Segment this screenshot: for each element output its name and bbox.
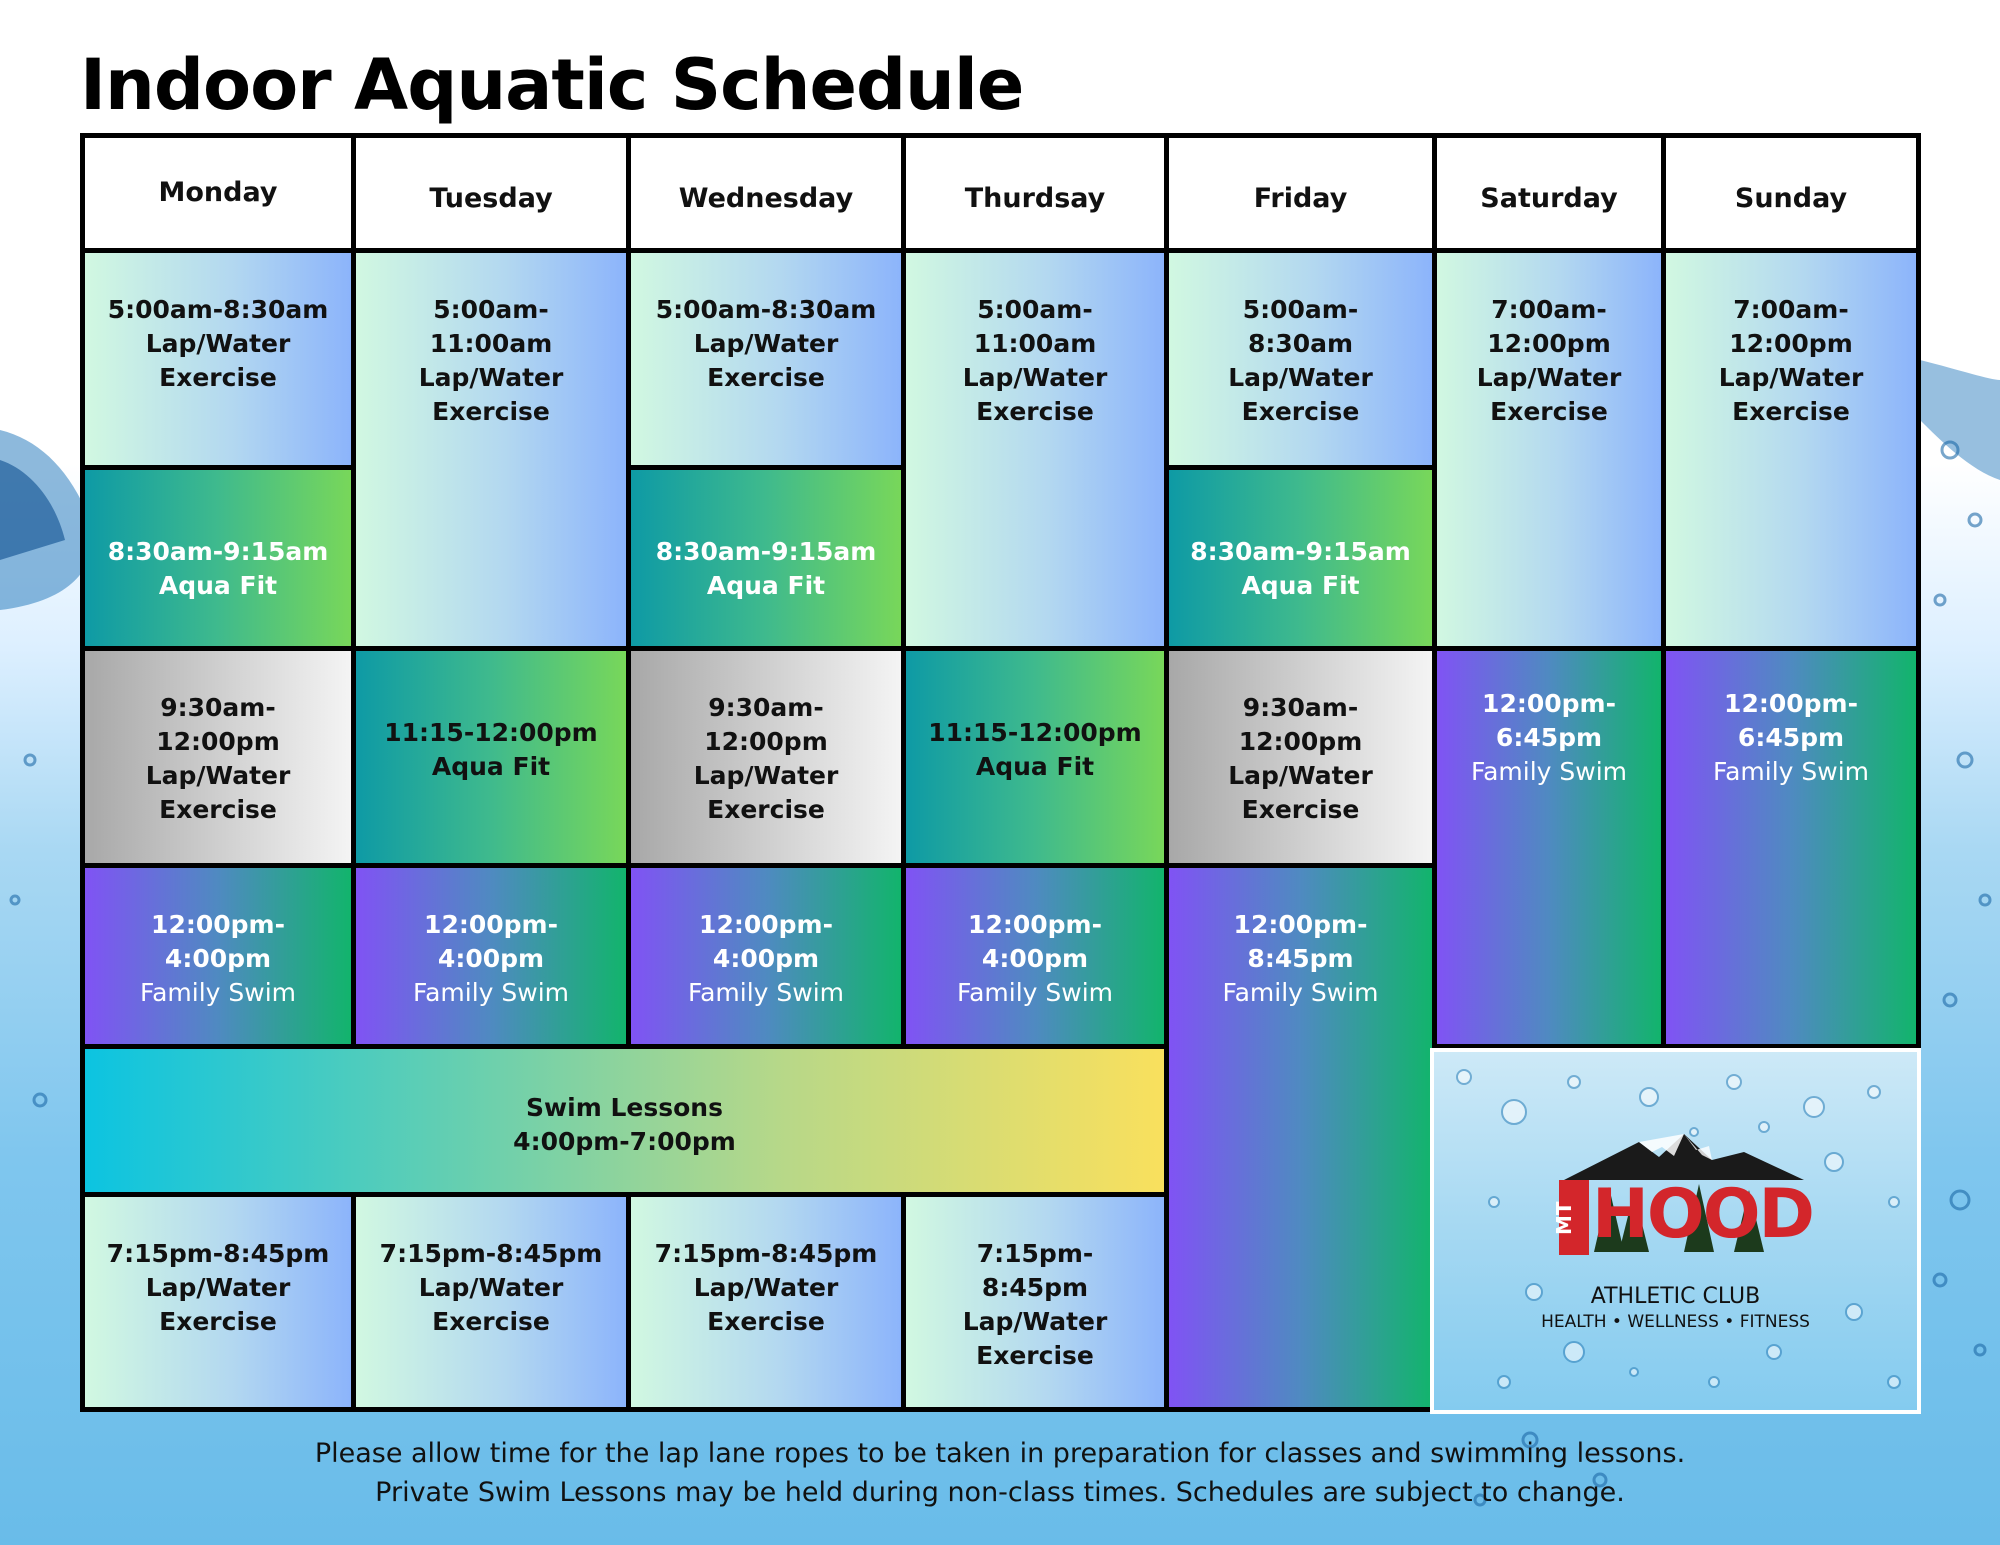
block-tuesday-lap-morning: 5:00am- 11:00am Lap/Water Exercise (351, 248, 631, 651)
block-monday-lap-morning: 5:00am-8:30am Lap/Water Exercise (80, 248, 356, 470)
block-monday-aqua-fit: 8:30am-9:15am Aqua Fit (80, 465, 356, 651)
block-thursday-aqua-fit: 11:15-12:00pm Aqua Fit (901, 646, 1169, 868)
block-friday-family-swim: 12:00pm- 8:45pm Family Swim (1164, 863, 1437, 1412)
logo-athletic-club: ATHLETIC CLUB (1590, 1284, 1761, 1309)
block-friday-lap-midday: 9:30am- 12:00pm Lap/Water Exercise (1164, 646, 1437, 868)
logo-hood: HOOD (1592, 1175, 1813, 1254)
block-wednesday-family-swim: 12:00pm- 4:00pm Family Swim (626, 863, 906, 1049)
header-sunday: Sunday (1661, 133, 1921, 253)
header-thursday: Thurdsay (901, 133, 1169, 253)
block-sunday-lap: 7:00am- 12:00pm Lap/Water Exercise (1661, 248, 1921, 651)
block-monday-family-swim: 12:00pm- 4:00pm Family Swim (80, 863, 356, 1049)
logo-panel (1430, 1048, 1921, 1414)
header-saturday: Saturday (1432, 133, 1666, 253)
block-friday-aqua-fit: 8:30am-9:15am Aqua Fit (1164, 465, 1437, 651)
block-friday-lap-morning: 5:00am- 8:30am Lap/Water Exercise (1164, 248, 1437, 470)
block-wednesday-aqua-fit: 8:30am-9:15am Aqua Fit (626, 465, 906, 651)
logo-mt: MT (1552, 1201, 1576, 1235)
block-monday-lap-evening: 7:15pm-8:45pm Lap/Water Exercise (80, 1192, 356, 1412)
block-tuesday-lap-evening: 7:15pm-8:45pm Lap/Water Exercise (351, 1192, 631, 1412)
block-tuesday-family-swim: 12:00pm- 4:00pm Family Swim (351, 863, 631, 1049)
block-thursday-family-swim: 12:00pm- 4:00pm Family Swim (901, 863, 1169, 1049)
block-swim-lessons: Swim Lessons 4:00pm-7:00pm (80, 1044, 1169, 1197)
block-tuesday-aqua-fit: 11:15-12:00pm Aqua Fit (351, 646, 631, 868)
block-wednesday-lap-evening: 7:15pm-8:45pm Lap/Water Exercise (626, 1192, 906, 1412)
footer-note-2: Private Swim Lessons may be held during non-class times. Schedules are subject to change. (375, 1477, 1625, 1508)
block-sunday-family-swim: 12:00pm- 6:45pm Family Swim (1661, 646, 1921, 1049)
logo-tagline: HEALTH • WELLNESS • FITNESS (1541, 1312, 1810, 1332)
header-friday: Friday (1164, 133, 1437, 253)
header-monday: Monday (80, 133, 356, 253)
block-thursday-lap-morning: 5:00am- 11:00am Lap/Water Exercise (901, 248, 1169, 651)
page-title: Indoor Aquatic Schedule (80, 44, 1024, 126)
block-monday-lap-midday: 9:30am- 12:00pm Lap/Water Exercise (80, 646, 356, 868)
block-saturday-lap: 7:00am- 12:00pm Lap/Water Exercise (1432, 248, 1666, 651)
block-wednesday-lap-midday: 9:30am- 12:00pm Lap/Water Exercise (626, 646, 906, 868)
footer-note-1: Please allow time for the lap lane ropes to be taken in preparation for classes and swimming lessons. (314, 1438, 1686, 1469)
header-wednesday: Wednesday (626, 133, 906, 253)
block-wednesday-lap-morning: 5:00am-8:30am Lap/Water Exercise (626, 248, 906, 470)
block-saturday-family-swim: 12:00pm- 6:45pm Family Swim (1432, 646, 1666, 1049)
header-tuesday: Tuesday (351, 133, 631, 253)
block-thursday-lap-evening: 7:15pm- 8:45pm Lap/Water Exercise (901, 1192, 1169, 1412)
